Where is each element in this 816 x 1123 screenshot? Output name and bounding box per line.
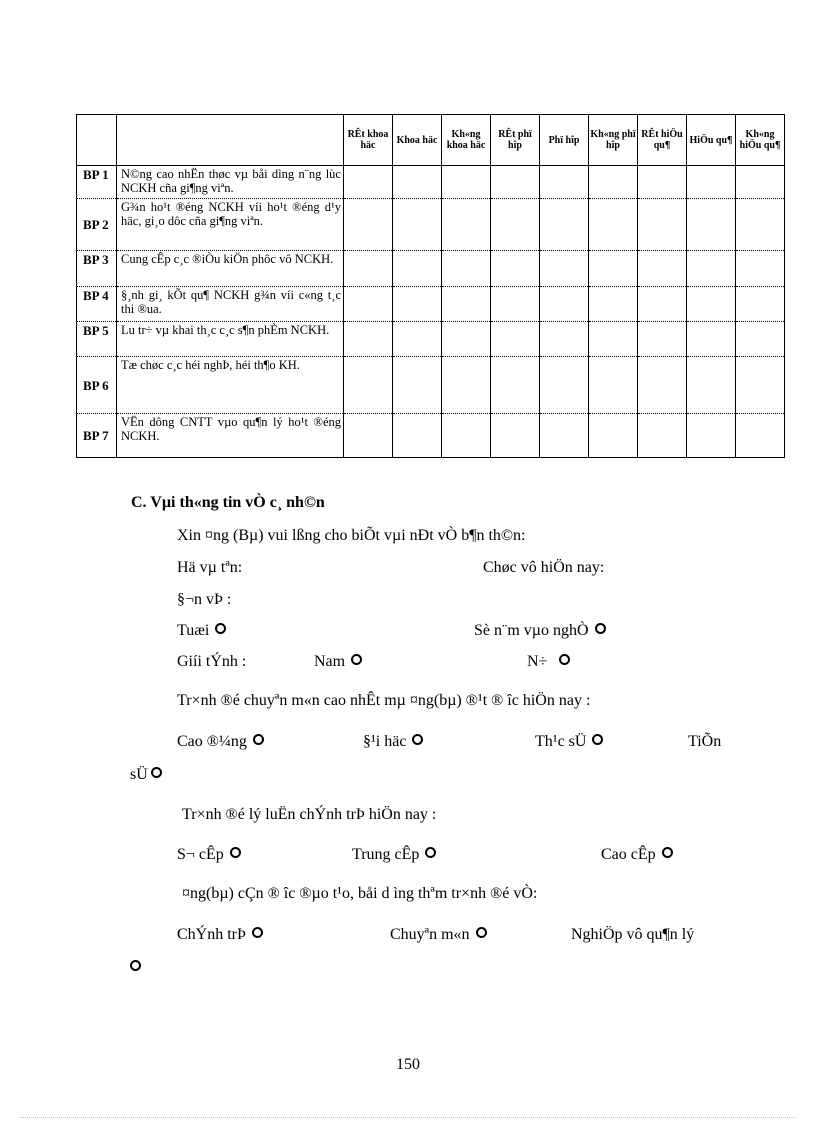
- rating-cell[interactable]: [589, 199, 638, 251]
- master-label: Th¹c sÜ: [535, 733, 587, 750]
- rating-cell[interactable]: [687, 166, 736, 199]
- row-description: VËn dông CNTT vµo qu¶n lý ho¹t ®éng NCKH.: [117, 414, 344, 458]
- survey-table: [76, 114, 785, 458]
- rating-cell[interactable]: [393, 414, 442, 458]
- rating-cell[interactable]: [393, 357, 442, 414]
- rating-cell[interactable]: [442, 287, 491, 322]
- rating-cell[interactable]: [491, 251, 540, 287]
- management-label: NghiÖp vô qu¶n lý: [571, 926, 695, 943]
- rating-cell[interactable]: [736, 322, 785, 357]
- professional-option[interactable]: [390, 926, 487, 944]
- training-question: ¤ng(bµ) cÇn ® îc ®µo t¹o, båi d ìng thªm tr×nh ®é vÒ:: [182, 885, 538, 902]
- rating-cell[interactable]: [393, 322, 442, 357]
- master-option[interactable]: [535, 733, 603, 751]
- rating-cell[interactable]: [344, 166, 393, 199]
- rating-cell[interactable]: [589, 166, 638, 199]
- rating-cell[interactable]: [687, 199, 736, 251]
- female-option[interactable]: [527, 653, 570, 671]
- political-question: Tr×nh ®é lý luËn chÝnh trÞ hiÖn nay :: [182, 806, 437, 823]
- row-code: BP 1: [77, 166, 117, 199]
- rating-cell[interactable]: [393, 287, 442, 322]
- age-label: Tuæi: [177, 622, 210, 639]
- rating-cell[interactable]: [638, 322, 687, 357]
- rating-cell[interactable]: [344, 357, 393, 414]
- rating-cell[interactable]: [736, 251, 785, 287]
- radio-circle-icon[interactable]: [351, 654, 362, 665]
- rating-cell[interactable]: [638, 414, 687, 458]
- radio-circle-icon[interactable]: [130, 960, 141, 971]
- rating-cell[interactable]: [491, 414, 540, 458]
- header-scientific: Khoa häc: [393, 115, 442, 166]
- header-effective: HiÖu qu¶: [687, 115, 736, 166]
- rating-cell[interactable]: [540, 287, 589, 322]
- page-number: 150: [396, 1056, 420, 1073]
- rating-cell[interactable]: [589, 357, 638, 414]
- college-option[interactable]: [177, 733, 264, 751]
- rating-cell[interactable]: [687, 357, 736, 414]
- position-label: Chøc vô hiÖn nay:: [483, 559, 605, 576]
- rating-cell[interactable]: [736, 357, 785, 414]
- rating-cell[interactable]: [442, 166, 491, 199]
- rating-cell[interactable]: [344, 287, 393, 322]
- rating-cell[interactable]: [442, 322, 491, 357]
- rating-cell[interactable]: [442, 357, 491, 414]
- header-not-effective: Kh«ng hiÖu qu¶: [736, 115, 785, 166]
- intro-text: Xin ¤ng (Bµ) vui lßng cho biÕt vµi nÐt vÒ b¶n th©n:: [177, 527, 526, 544]
- advanced-label: Cao cÊp: [601, 846, 656, 863]
- rating-cell[interactable]: [491, 287, 540, 322]
- university-option[interactable]: [363, 733, 423, 751]
- footer-divider: [20, 1117, 796, 1118]
- rating-cell[interactable]: [736, 287, 785, 322]
- intermediate-option[interactable]: [352, 846, 436, 864]
- years-label: Sè n¨m vµo nghÒ: [474, 622, 589, 639]
- expertise-question: Tr×nh ®é chuyªn m«n cao nhÊt mµ ¤ng(bµ) ®¹t ® îc hiÖn nay :: [177, 692, 591, 709]
- age-option[interactable]: [177, 622, 226, 640]
- rating-cell[interactable]: [589, 414, 638, 458]
- rating-cell[interactable]: [638, 357, 687, 414]
- years-option[interactable]: [474, 622, 606, 640]
- rating-cell[interactable]: [540, 166, 589, 199]
- radio-circle-icon[interactable]: [230, 847, 241, 858]
- rating-cell[interactable]: [491, 357, 540, 414]
- row-code: BP 7: [77, 414, 117, 458]
- row-code: BP 6: [77, 357, 117, 414]
- rating-cell[interactable]: [393, 166, 442, 199]
- gender-label: Giíi tÝnh :: [177, 653, 247, 670]
- rating-cell[interactable]: [540, 414, 589, 458]
- rating-cell[interactable]: [687, 414, 736, 458]
- rating-cell[interactable]: [638, 166, 687, 199]
- header-cell-desc: [117, 115, 344, 166]
- table-header-row: [77, 115, 785, 166]
- table-row: [77, 322, 785, 357]
- radio-circle-icon[interactable]: [425, 847, 436, 858]
- male-option[interactable]: [314, 653, 362, 671]
- management-option[interactable]: [130, 959, 141, 977]
- radio-circle-icon[interactable]: [559, 654, 570, 665]
- rating-cell[interactable]: [540, 251, 589, 287]
- table-row: [77, 251, 785, 287]
- radio-circle-icon[interactable]: [253, 734, 264, 745]
- rating-cell[interactable]: [491, 166, 540, 199]
- rating-cell[interactable]: [540, 199, 589, 251]
- header-suitable: Phï hîp: [540, 115, 589, 166]
- unit-label: §¬n vÞ :: [177, 591, 232, 608]
- header-very-effective: RÊt hiÖu qu¶: [638, 115, 687, 166]
- header-not-scientific: Kh«ng khoa häc: [442, 115, 491, 166]
- table-row: [77, 287, 785, 322]
- rating-cell[interactable]: [344, 414, 393, 458]
- radio-circle-icon[interactable]: [215, 623, 226, 634]
- row-code: BP 4: [77, 287, 117, 322]
- rating-cell[interactable]: [344, 322, 393, 357]
- rating-cell[interactable]: [344, 251, 393, 287]
- rating-cell[interactable]: [589, 287, 638, 322]
- row-description: N©ng cao nhËn thøc vµ båi dìng n¨ng lùc NCKH cña gi¶ng viªn.: [117, 166, 344, 199]
- rating-cell[interactable]: [687, 251, 736, 287]
- radio-circle-icon[interactable]: [412, 734, 423, 745]
- rating-cell[interactable]: [442, 199, 491, 251]
- table-row: [77, 357, 785, 414]
- rating-cell[interactable]: [736, 166, 785, 199]
- rating-cell[interactable]: [393, 251, 442, 287]
- rating-cell[interactable]: [491, 199, 540, 251]
- rating-cell[interactable]: [589, 322, 638, 357]
- header-not-suitable: Kh«ng phï hîp: [589, 115, 638, 166]
- rating-cell[interactable]: [442, 251, 491, 287]
- radio-circle-icon[interactable]: [252, 927, 263, 938]
- row-code: BP 3: [77, 251, 117, 287]
- doctor-option[interactable]: [130, 766, 162, 784]
- row-code: BP 2: [77, 199, 117, 251]
- elementary-label: S¬ cÊp: [177, 846, 224, 863]
- rating-cell[interactable]: [638, 251, 687, 287]
- politics-option[interactable]: [177, 926, 263, 944]
- rating-cell[interactable]: [491, 322, 540, 357]
- table-row: [77, 199, 785, 251]
- row-description: Cung cÊp c¸c ®iÒu kiÖn phôc vô NCKH.: [117, 251, 344, 287]
- intermediate-label: Trung cÊp: [352, 846, 420, 863]
- rating-cell[interactable]: [638, 287, 687, 322]
- rating-cell[interactable]: [540, 357, 589, 414]
- rating-cell[interactable]: [442, 414, 491, 458]
- rating-cell[interactable]: [344, 199, 393, 251]
- radio-circle-icon[interactable]: [662, 847, 673, 858]
- rating-cell[interactable]: [736, 414, 785, 458]
- row-description: §¸nh gi¸ kÕt qu¶ NCKH g¾n víi c«ng t¸c thi ®ua.: [117, 287, 344, 322]
- radio-circle-icon[interactable]: [476, 927, 487, 938]
- header-cell-code: [77, 115, 117, 166]
- rating-cell[interactable]: [393, 199, 442, 251]
- table-row: [77, 414, 785, 458]
- rating-cell[interactable]: [589, 251, 638, 287]
- radio-circle-icon[interactable]: [151, 767, 162, 778]
- doctor-label: TiÕn: [688, 733, 722, 750]
- row-description: Tæ chøc c¸c héi nghÞ, héi th¶o KH.: [117, 357, 344, 414]
- row-description: Lu tr÷ vµ khai th¸c c¸c s¶n phÈm NCKH.: [117, 322, 344, 357]
- politics-label: ChÝnh trÞ: [177, 926, 246, 943]
- rating-cell[interactable]: [540, 322, 589, 357]
- row-code: BP 5: [77, 322, 117, 357]
- row-description: G¾n ho¹t ®éng NCKH víi ho¹t ®éng d¹y häc, gi¸o dôc cña gi¶ng viªn.: [117, 199, 344, 251]
- elementary-option[interactable]: [177, 846, 241, 864]
- college-label: Cao ®¼ng: [177, 733, 247, 750]
- advanced-option[interactable]: [601, 846, 673, 864]
- table-row: [77, 166, 785, 199]
- header-very-scientific: RÊt khoa häc: [344, 115, 393, 166]
- rating-cell[interactable]: [736, 199, 785, 251]
- header-very-suitable: RÊt phï hîp: [491, 115, 540, 166]
- section-c-title: C. Vµi th«ng tin vÒ c¸ nh©n: [131, 494, 325, 511]
- male-label: Nam: [314, 653, 346, 670]
- female-label: N÷: [527, 653, 548, 670]
- rating-cell[interactable]: [687, 287, 736, 322]
- radio-circle-icon[interactable]: [595, 623, 606, 634]
- doctor-label-continued: sÜ: [130, 766, 148, 783]
- name-label: Hä vµ tªn:: [177, 559, 243, 576]
- university-label: §¹i häc: [363, 733, 407, 750]
- rating-cell[interactable]: [687, 322, 736, 357]
- professional-label: Chuyªn m«n: [390, 926, 470, 943]
- rating-cell[interactable]: [638, 199, 687, 251]
- radio-circle-icon[interactable]: [592, 734, 603, 745]
